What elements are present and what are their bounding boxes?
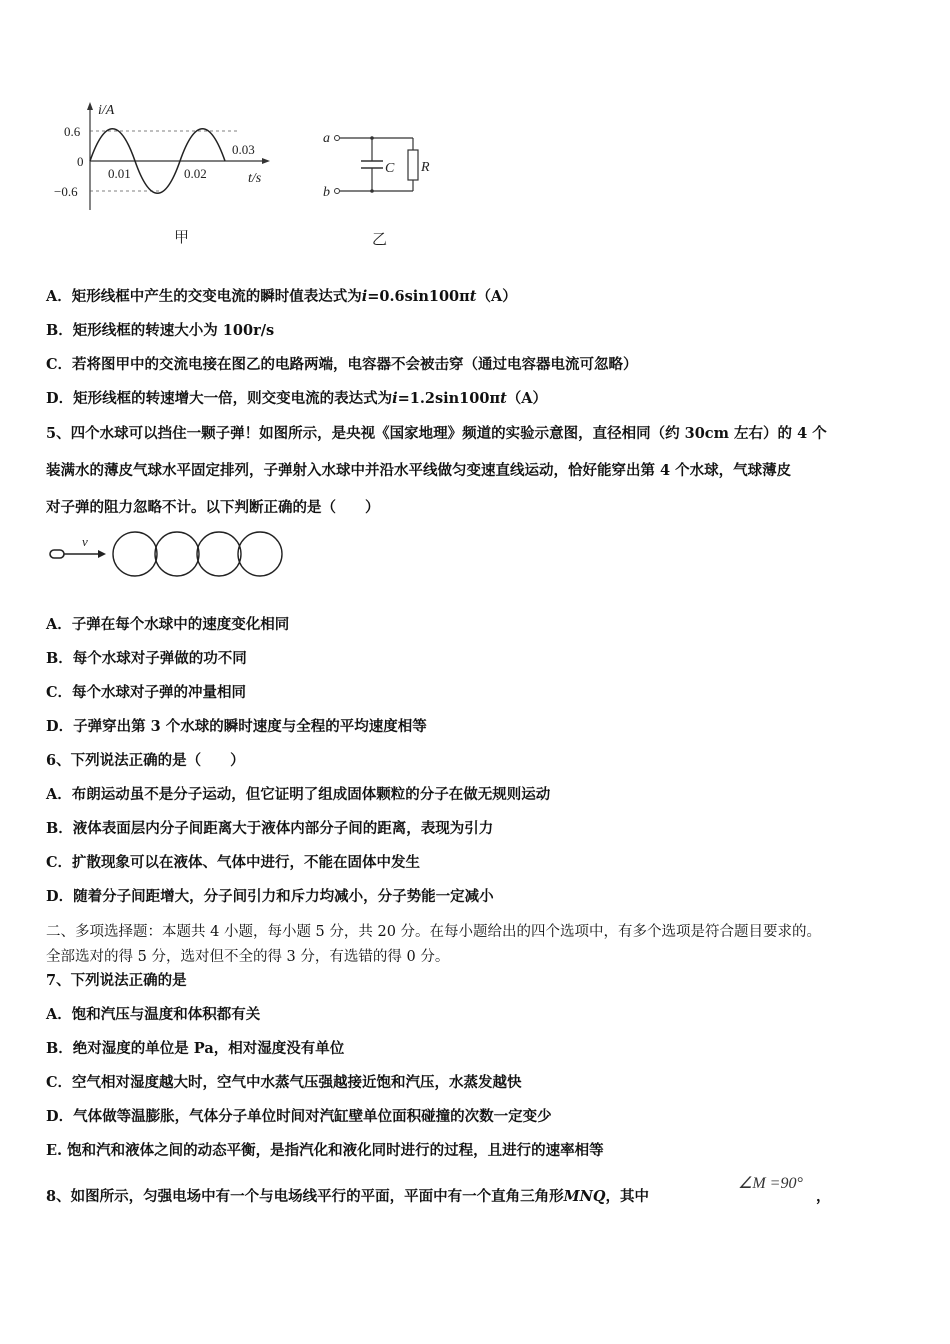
x-tick-2: 0.02: [184, 166, 207, 181]
q8-angle-expression: ∠M =90°: [738, 1175, 803, 1192]
y-tick-zero: 0: [77, 154, 84, 169]
q4-option-b: B．矩形线框的转速大小为 100r/s: [46, 322, 275, 339]
y-tick-top: 0.6: [64, 124, 81, 139]
section2-instructions-line-2: 全部选对的得 5 分，选对但不全的得 3 分，有选错的得 0 分。: [46, 949, 450, 965]
q7-option-c: C．空气相对湿度越大时，空气中水蒸气压强越接近饱和汽压，水蒸发越快: [46, 1074, 522, 1091]
q5-stem-line-1: 5、四个水球可以挡住一颗子弹！如图所示，是央视《国家地理》频道的实验示意图，直径相同（约 30cm 左右）的 4 个: [46, 425, 827, 442]
q4-option-a: A．矩形线框中产生的交变电流的瞬时值表达式为i=0.6sin100πt（A）: [46, 288, 517, 305]
water-balls-figure: [46, 528, 286, 580]
q7-option-b: B．绝对湿度的单位是 Pa，相对湿度没有单位: [46, 1040, 345, 1057]
q6-stem: 6、下列说法正确的是（ ）: [46, 752, 245, 769]
q6-option-a: A．布朗运动虽不是分子运动，但它证明了组成固体颗粒的分子在做无规则运动: [46, 786, 551, 803]
resistor-label: R: [421, 160, 430, 175]
q5-option-b: B．每个水球对子弹做的功不同: [46, 650, 247, 667]
q8-trailing-comma: ，: [816, 1188, 831, 1205]
q5-stem-line-3: 对子弹的阻力忽略不计。以下判断正确的是（ ）: [46, 499, 380, 516]
current-time-graph: [50, 98, 280, 248]
x-axis-label: t/s: [248, 171, 262, 186]
velocity-label: v: [82, 534, 88, 549]
rc-circuit: [315, 118, 445, 248]
q6-option-b: B．液体表面层内分子间距离大于液体内部分子间的距离，表现为引力: [46, 820, 494, 837]
terminal-a-label: a: [323, 131, 330, 146]
x-tick-3: 0.03: [232, 142, 255, 157]
q5-stem-line-2: 装满水的薄皮气球水平固定排列，子弹射入水球中并沿水平线做匀变速直线运动，恰好能穿出第 4 个水球，气球薄皮: [46, 462, 792, 479]
y-tick-bottom: −0.6: [54, 184, 78, 199]
figure-caption-jia: 甲: [174, 230, 190, 246]
q6-option-c: C．扩散现象可以在液体、气体中进行，不能在固体中发生: [46, 854, 421, 871]
q5-option-d: D．子弹穿出第 3 个水球的瞬时速度与全程的平均速度相等: [46, 718, 427, 735]
q7-option-a: A．饱和汽压与温度和体积都有关: [46, 1006, 261, 1023]
q8-stem: 8、如图所示，匀强电场中有一个与电场线平行的平面，平面中有一个直角三角形MNQ，其中: [46, 1188, 650, 1205]
q5-option-c: C．每个水球对子弹的冲量相同: [46, 684, 247, 701]
terminal-b-label: b: [323, 185, 330, 200]
q5-option-a: A．子弹在每个水球中的速度变化相同: [46, 616, 290, 633]
q6-option-d: D．随着分子间距增大，分子间引力和斥力均减小，分子势能一定减小: [46, 888, 494, 905]
capacitor-label: C: [385, 161, 395, 176]
bullet-icon: [50, 550, 64, 558]
y-axis-label: i/A: [98, 103, 115, 118]
figure-caption-yi: 乙: [372, 232, 388, 248]
q4-option-d: D．矩形线框的转速增大一倍，则交变电流的表达式为i=1.2sin100πt（A）: [46, 390, 548, 407]
q4-option-c: C．若将图甲中的交流电接在图乙的电路两端，电容器不会被击穿（通过电容器电流可忽略）: [46, 356, 638, 373]
q7-stem: 7、下列说法正确的是: [46, 972, 187, 989]
x-tick-1: 0.01: [108, 166, 131, 181]
section2-instructions-line-1: 二、多项选择题：本题共 4 小题，每小题 5 分，共 20 分。在每小题给出的四个选项中，有多个选项是符合题目要求的。: [46, 924, 822, 940]
q7-option-e: E. 饱和汽和液体之间的动态平衡，是指汽化和液化同时进行的过程，且进行的速率相等: [46, 1142, 604, 1159]
q7-option-d: D．气体做等温膨胀，气体分子单位时间对汽缸壁单位面积碰撞的次数一定变少: [46, 1108, 552, 1125]
